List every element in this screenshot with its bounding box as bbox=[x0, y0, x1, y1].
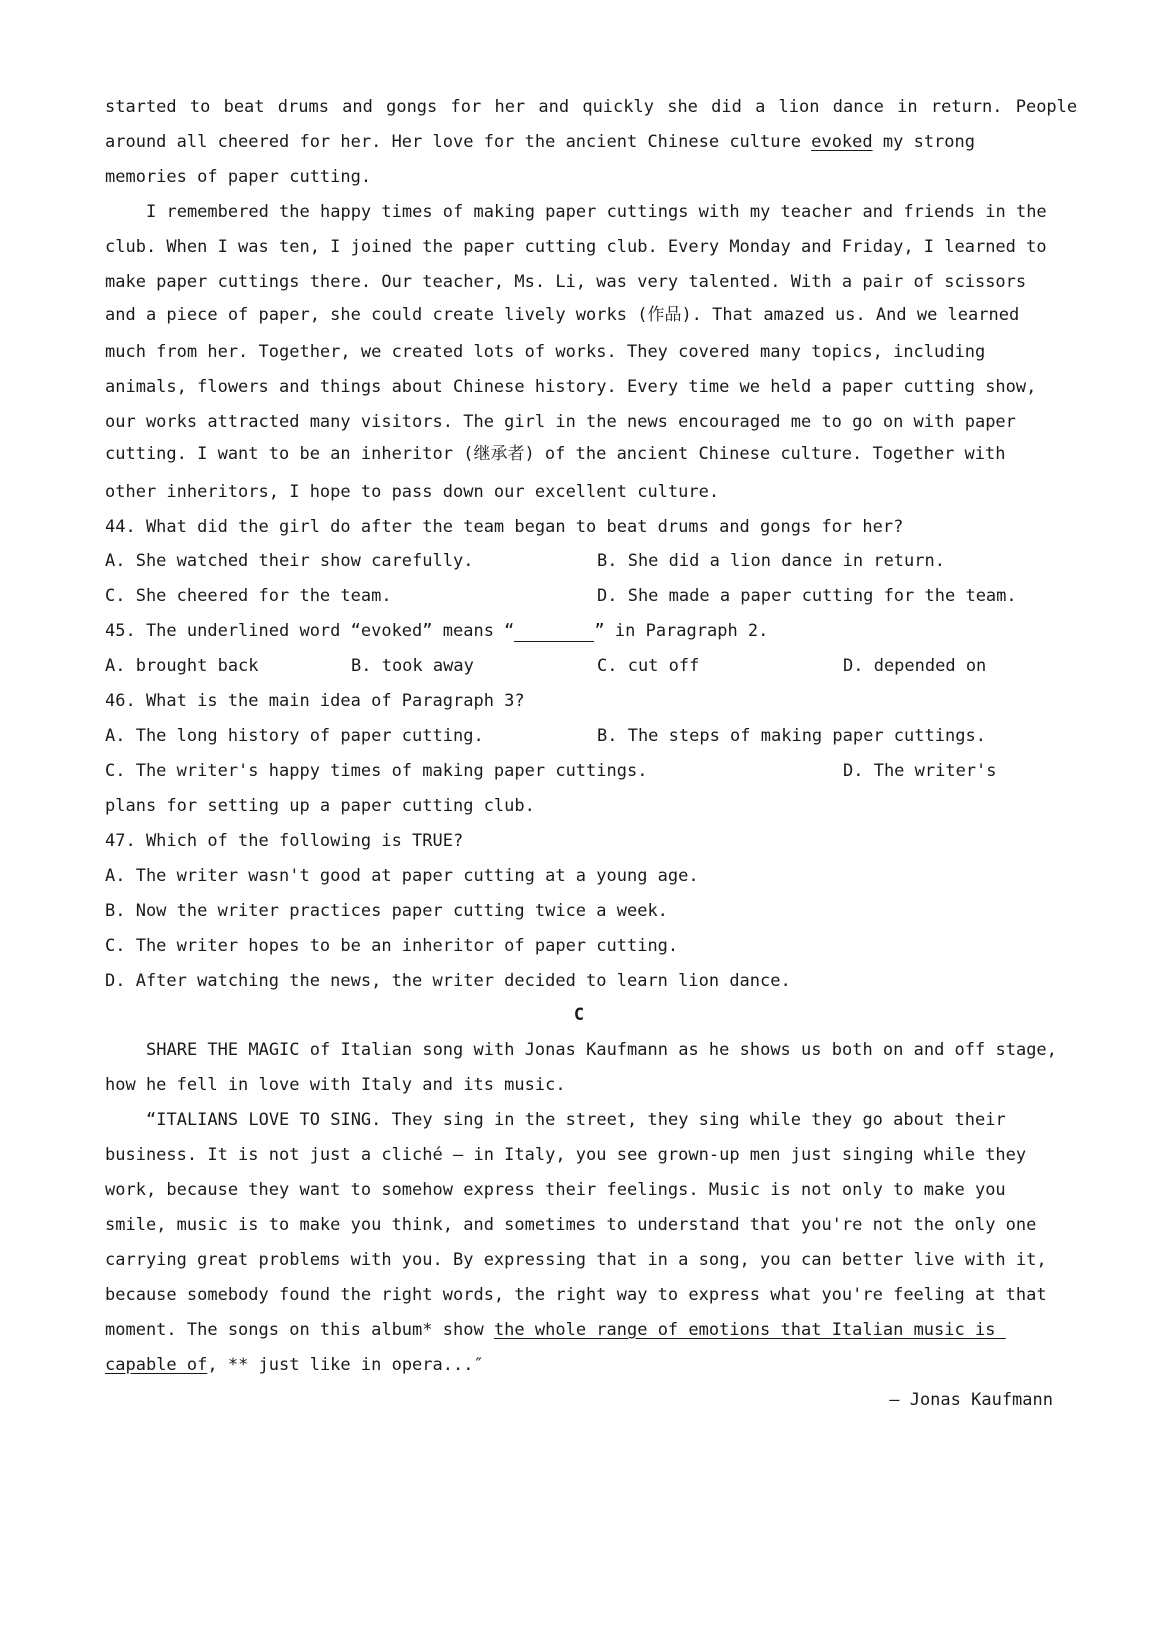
passage-line: moment. The songs on this album* show the whole range of emotions that Italian music is bbox=[105, 1320, 1006, 1340]
passage-line: capable of, ** just like in opera...″ bbox=[105, 1355, 484, 1375]
question-47-option-d[interactable]: D. After watching the news, the writer decided to learn lion dance. bbox=[105, 971, 791, 991]
question-44-option-b[interactable]: B. She did a lion dance in return. bbox=[597, 551, 945, 571]
question-46-option-c[interactable]: C. The writer's happy times of making paper cuttings. bbox=[105, 761, 648, 781]
passage-line: make paper cuttings there. Our teacher, Ms. Li, was very talented. With a pair of scissors bbox=[105, 272, 1027, 292]
question-46-option-d-continued[interactable]: plans for setting up a paper cutting club. bbox=[105, 796, 535, 816]
passage-line: carrying great problems with you. By expressing that in a song, you can better live with it, bbox=[105, 1250, 1047, 1270]
question-46-stem: 46. What is the main idea of Paragraph 3? bbox=[105, 691, 525, 711]
passage-line: I remembered the happy times of making paper cuttings with my teacher and friends in the bbox=[146, 202, 1047, 222]
passage-line: started to beat drums and gongs for her and quickly she did a lion dance in return. People bbox=[105, 97, 1078, 117]
passage-line: much from her. Together, we created lots of works. They covered many topics, including bbox=[105, 342, 986, 362]
passage-line: other inheritors, I hope to pass down our excellent culture. bbox=[105, 482, 720, 502]
question-44-stem: 44. What did the girl do after the team began to beat drums and gongs for her? bbox=[105, 517, 904, 537]
question-47-option-a[interactable]: A. The writer wasn't good at paper cutting at a young age. bbox=[105, 866, 699, 886]
passage-line: memories of paper cutting. bbox=[105, 167, 372, 187]
answer-blank bbox=[514, 624, 594, 642]
passage-line: business. It is not just a cliché – in Italy, you see grown-up men just singing while they bbox=[105, 1145, 1027, 1165]
question-46-option-a[interactable]: A. The long history of paper cutting. bbox=[105, 726, 484, 746]
passage-line: work, because they want to somehow express their feelings. Music is not only to make you bbox=[105, 1180, 1006, 1200]
underlined-word-evoked: evoked bbox=[811, 132, 873, 152]
question-47-option-c[interactable]: C. The writer hopes to be an inheritor of paper cutting. bbox=[105, 936, 679, 956]
passage-line: how he fell in love with Italy and its music. bbox=[105, 1075, 566, 1095]
question-46-option-d[interactable]: D. The writer's bbox=[843, 761, 997, 781]
question-45-option-d[interactable]: D. depended on bbox=[843, 656, 987, 676]
signature: – Jonas Kaufmann bbox=[889, 1390, 1053, 1410]
question-45-stem: 45. The underlined word “evoked” means “ ” in Paragraph 2. bbox=[105, 621, 769, 641]
question-45-option-c[interactable]: C. cut off bbox=[597, 656, 700, 676]
section-heading-c: C bbox=[573, 1005, 585, 1025]
passage-line: smile, music is to make you think, and sometimes to understand that you're not the only one bbox=[105, 1215, 1037, 1235]
question-45-option-b[interactable]: B. took away bbox=[351, 656, 474, 676]
question-44-option-d[interactable]: D. She made a paper cutting for the team. bbox=[597, 586, 1017, 606]
question-47-option-b[interactable]: B. Now the writer practices paper cutting twice a week. bbox=[105, 901, 668, 921]
question-45-option-a[interactable]: A. brought back bbox=[105, 656, 259, 676]
passage-line: cutting. I want to be an inheritor (继承者) of the ancient Chinese culture. Together with bbox=[105, 444, 1006, 464]
passage-line: our works attracted many visitors. The girl in the news encouraged me to go on with paper bbox=[105, 412, 1016, 432]
passage-line: “ITALIANS LOVE TO SING. They sing in the street, they sing while they go about their bbox=[146, 1110, 1006, 1130]
question-47-stem: 47. Which of the following is TRUE? bbox=[105, 831, 464, 851]
underlined-phrase: capable of bbox=[105, 1355, 208, 1375]
question-44-option-c[interactable]: C. She cheered for the team. bbox=[105, 586, 392, 606]
passage-line: SHARE THE MAGIC of Italian song with Jonas Kaufmann as he shows us both on and off stage, bbox=[146, 1040, 1057, 1060]
passage-line: and a piece of paper, she could create lively works (作品). That amazed us. And we learned bbox=[105, 305, 1020, 325]
underlined-phrase: the whole range of emotions that Italian music is bbox=[493, 1320, 1006, 1340]
passage-line: around all cheered for her. Her love for the ancient Chinese culture evoked my strong bbox=[105, 132, 975, 152]
passage-line: because somebody found the right words, the right way to express what you're feeling at that bbox=[105, 1285, 1047, 1305]
passage-line: animals, flowers and things about Chinese history. Every time we held a paper cutting show, bbox=[105, 377, 1037, 397]
question-44-option-a[interactable]: A. She watched their show carefully. bbox=[105, 551, 474, 571]
passage-line: club. When I was ten, I joined the paper cutting club. Every Monday and Friday, I learned to bbox=[105, 237, 1047, 257]
question-46-option-b[interactable]: B. The steps of making paper cuttings. bbox=[597, 726, 986, 746]
